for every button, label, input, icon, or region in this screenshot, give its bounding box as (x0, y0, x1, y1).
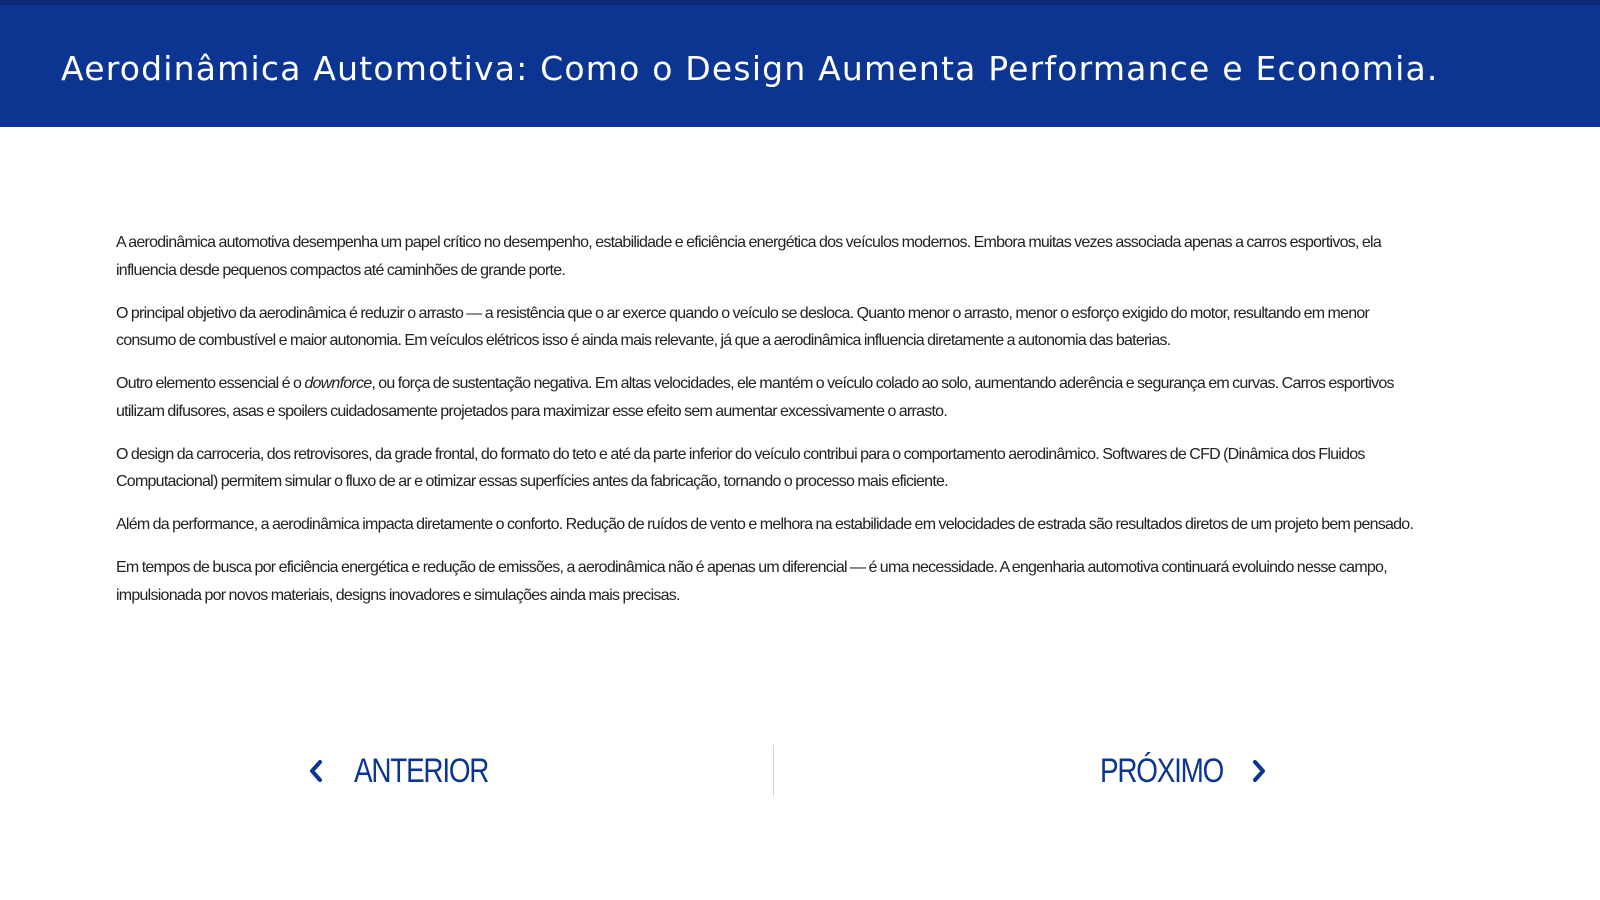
article-body (116, 229, 1431, 625)
article-paragraph-6: Em tempos de busca por eficiência energética e redução de emissões, a aerodinâmica não é apenas um diferencial — é uma necessidade. A engenharia automotiva continuará evoluindo nesse campo, impulsionada por novos materiais, designs inovadores e simulações ainda mais precisas. (116, 559, 1387, 604)
page-title: Aerodinâmica Automotiva: Como o Design Aumenta Performance e Economia. (61, 49, 1439, 88)
article-paragraph-3 (116, 370, 1431, 425)
previous-label: ANTERIOR (354, 751, 489, 790)
article-paragraph-5: Além da performance, a aerodinâmica impacta diretamente o conforto. Redução de ruídos de vento e melhora na estabilidade em velocidades de estrada são resultados diretos de um projeto bem pensado. (116, 516, 1414, 533)
previous-post-link[interactable] (308, 745, 518, 797)
next-post-link[interactable] (1073, 745, 1267, 797)
article-paragraph-1: A aerodinâmica automotiva desempenha um papel crítico no desempenho, estabilidade e eficiência energética dos veículos modernos. Embora muitas vezes associada apenas a carros esportivos, ela influencia desde pequenos compactos até caminhões de grande porte. (116, 234, 1381, 279)
downforce-emphasis: downforce (304, 375, 372, 392)
paragraph-text: , ou força de sustentação negativa. Em altas velocidades, ele mantém o veículo colado ao solo, aumentando aderência e segurança em curvas. Carros esportivos utilizam difusores, asas e spoilers cuidadosamente projetados para maximizar esse efeito sem aumentar excessivamente o arrasto. (116, 375, 1394, 420)
paragraph-text: Outro elemento essencial é o (116, 375, 305, 392)
chevron-left-icon (308, 759, 324, 783)
nav-divider (773, 745, 774, 797)
article-paragraph-4: O design da carroceria, dos retrovisores, da grade frontal, do formato do teto e até da parte inferior do veículo contribui para o comportamento aerodinâmico. Softwares de CFD (Dinâmica dos Fluidos Computacional) permitem simular o fluxo de ar e otimizar essas superfícies antes da fabricação, tornando o processo mais eficiente. (116, 445, 1365, 490)
next-label: PRÓXIMO (1100, 751, 1224, 790)
chevron-right-icon (1251, 759, 1267, 783)
article-paragraph-2: O principal objetivo da aerodinâmica é reduzir o arrasto — a resistência que o ar exerce quando o veículo se desloca. Quanto menor o arrasto, menor o esforço exigido do motor, resultando em menor consumo de combustível e maior autonomia. Em veículos elétricos isso é ainda mais relevante, já que a aerodinâmica influencia diretamente a autonomia das baterias. (116, 304, 1370, 349)
post-navigation (116, 745, 1431, 797)
page-header (0, 0, 1600, 127)
